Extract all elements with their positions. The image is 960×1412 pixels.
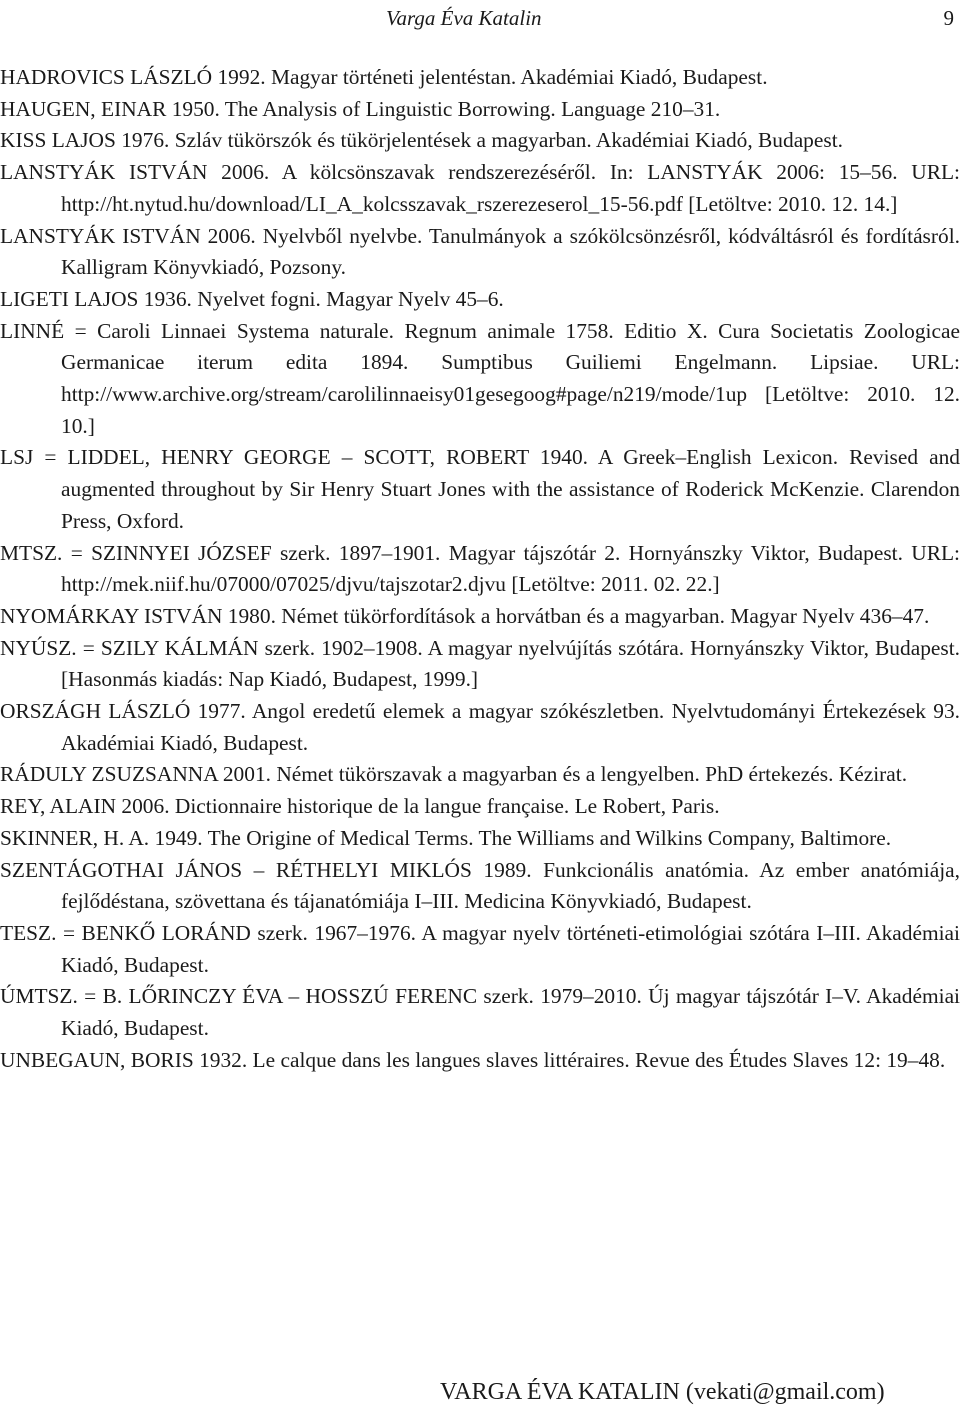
bibliography-entry: NYÚSZ. = SZILY KÁLMÁN szerk. 1902–1908. A magyar nyelvújítás szótára. Hornyánszky Viktor, Budapest. [Hasonmás kiadás: Nap Kiadó, Budapest, 1999.]: [0, 635, 960, 692]
bibliography-entry: HADROVICS LÁSZLÓ 1992. Magyar történeti jelentéstan. Akadémiai Kiadó, Budapest.: [0, 65, 768, 89]
running-head: Varga Éva Katalin: [386, 6, 542, 30]
bibliography-list: [0, 62, 960, 1077]
bibliography-entry: SKINNER, H. A. 1949. The Origine of Medical Terms. The Williams and Wilkins Company, Baltimore.: [0, 825, 892, 850]
bibliography-entry: LIGETI LAJOS 1936. Nyelvet fogni. Magyar Nyelv 45–6.: [0, 286, 504, 311]
bibliography-entry: LANSTYÁK ISTVÁN 2006. A kölcsönszavak rendszerezéséről. In: LANSTYÁK 2006: 15–56. URL: http://ht.nytud.hu/download/LI_A_kolcsszavak_rszerezeserol_15-56.pdf [Letöltve: 2010. 12. 14.]: [0, 160, 960, 216]
bibliography-entry: ÚMTSZ. = B. LŐRINCZY ÉVA – HOSSZÚ FERENC szerk. 1979–2010. Új magyar tájszótár I–V. Akadémiai Kiadó, Budapest.: [0, 984, 960, 1041]
author-contact: VARGA ÉVA KATALIN (vekati@gmail.com): [440, 1379, 885, 1405]
bibliography-entry: SZENTÁGOTHAI JÁNOS – RÉTHELYI MIKLÓS 1989. Funkcionális anatómia. Az ember anatómiája, fejlődéstana, szövettana és tájanatómiája I–III. Medicina Könyvkiadó, Budapest.: [0, 857, 960, 914]
bibliography-entry: TESZ. = BENKŐ LORÁND szerk. 1967–1976. A magyar nyelv történeti-etimológiai szótára I–III. Akadémiai Kiadó, Budapest.: [0, 920, 960, 977]
bibliography-entry: KISS LAJOS 1976. Szláv tükörszók és tükörjelentések a magyarban. Akadémiai Kiadó, Budapest.: [0, 128, 843, 153]
bibliography-entry: HAUGEN, EINAR 1950. The Analysis of Linguistic Borrowing. Language 210–31.: [0, 96, 721, 121]
bibliography-entry: LANSTYÁK ISTVÁN 2006. Nyelvből nyelvbe. Tanulmányok a szókölcsönzésről, kódváltásról és fordításról. Kalligram Könyvkiadó, Pozsony.: [0, 223, 960, 280]
page-number: 9: [943, 6, 954, 30]
bibliography-entry: ORSZÁGH LÁSZLÓ 1977. Angol eredetű elemek a magyar szókészletben. Nyelvtudományi Értekezések 93. Akadémiai Kiadó, Budapest.: [0, 699, 960, 755]
page-header: [0, 4, 960, 34]
bibliography-entry: MTSZ. = SZINNYEI JÓZSEF szerk. 1897–1901. Magyar tájszótár 2. Hornyánszky Viktor, Budapest. URL: http://mek.niif.hu/07000/07025/djvu/tajszotar2.djvu [Letöltve: 2011. 02. 22.]: [0, 540, 960, 597]
bibliography-entry: LSJ = LIDDEL, HENRY GEORGE – SCOTT, ROBERT 1940. A Greek–English Lexicon. Revised and augmented throughout by Sir Henry Stuart Jones with the assistance of Roderick McKenzie. Clarendon Press, Oxford.: [0, 445, 960, 533]
bibliography-entry: RÁDULY ZSUZSANNA 2001. Német tükörszavak a magyarban és a lengyelben. PhD értekezés. Kézirat.: [0, 762, 908, 787]
bibliography-entry: REY, ALAIN 2006. Dictionnaire historique de la langue française. Le Robert, Paris.: [0, 794, 720, 819]
bibliography-entry: UNBEGAUN, BORIS 1932. Le calque dans les langues slaves littéraires. Revue des Études Slaves 12: 19–48.: [0, 1047, 946, 1072]
bibliography-entry: LINNÉ = Caroli Linnaei Systema naturale. Regnum animale 1758. Editio X. Cura Societatis Zoologicae Germanicae iterum edita 1894. Sumptibus Guiliemi Engelmann. Lipsiae. URL: http://www.archive.org/stream/carolilinnaeisy01gesegoog#page/n219/mode/1up [Letöltve: 2010. 12. 10.]: [0, 318, 960, 438]
bibliography-entry: NYOMÁRKAY ISTVÁN 1980. Német tükörfordítások a horvátban és a magyarban. Magyar Nyelv 436–47.: [0, 603, 930, 628]
